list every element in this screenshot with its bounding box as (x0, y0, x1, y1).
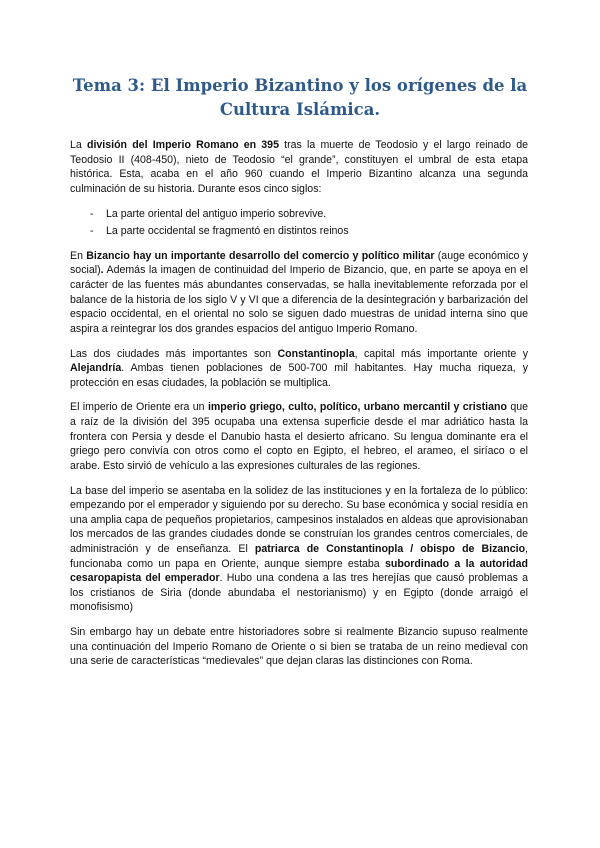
bold-run: Bizancio hay un importante desarrollo del comercio y político militar (86, 249, 435, 262)
paragraph-bizancio-desarrollo (70, 249, 528, 337)
document-body (70, 138, 528, 679)
list-item (70, 207, 528, 222)
text-run: (auge económico y social) (70, 249, 528, 277)
list-item-text: La parte oriental del antiguo imperio sobrevive. (106, 207, 327, 220)
text-run: Las dos ciudades más importantes son (70, 347, 278, 360)
text-run: Además la imagen de continuidad del Imperio de Bizancio, que, en parte se apoya en el carácter de las fuentes más abundantes conservadas, se halla inevitablemente reforzada por el balance de la historia de los siglo V y VI que a diferencia de la desintegración y barbarización del espacio occidental, en el oriental no solo se siguen dado muestras de unidad interna sino que aspira a reintegrar los dos grandes espacios del antiguo Imperio Romano. (70, 264, 528, 335)
bold-run: Alejandría (70, 362, 122, 375)
text-run: que a raíz de la división del 395 ocupaba una extensa superficie desde el mar adriático hasta la frontera con Persia y desde el Danubio hasta el desierto africano. Su lengua dominante era el griego pero convivía con otros como el copto en Egipto, el hebreo, el arameo, el siríaco o el arabe. Esto sirvió de vehículo a las expresiones culturales de las regiones. (70, 401, 528, 472)
text-run: tras la muerte de Teodosio y el largo reinado de Teodosio II (408-450), nieto de Teodosio “el grande”, constituyen el umbral de esta etapa histórica. Esta, acaba en el año 960 cuando el Imperio Bizantino alcanza una segunda culminación de su historia. Durante esos cinco siglos: (70, 139, 528, 195)
paragraph-division-imperio (70, 138, 528, 196)
bold-run: patriarca de Constantinopla / obispo de Bizancio (254, 543, 526, 555)
bullet-marker: - (90, 225, 94, 238)
bold-run: . (100, 264, 104, 277)
text-run: Sin embargo hay un debate entre historiadores sobre si realmente Bizancio supuso realmente una continuación del Imperio Romano de Oriente o si bien se trataba de un reino medieval con una serie de características “medievales” que dejan claras las distinciones con Roma. (70, 626, 528, 668)
list-item-text: La parte occidental se fragmentó en distintos reinos (106, 225, 349, 238)
text-run: La base del imperio se asentaba en la solidez de las instituciones y en la fortaleza de lo público: empezando por el emperador y siguiendo por su derecho. Su base económica y social residía en una amplia capa de pequeños propietarios, campesinos instalados en aldeas que aprovisionaban los mercados de las grandes ciudades donde se construían los grandes centros comerciales, de administración y de enseñanza. El (70, 484, 528, 555)
document-title: Tema 3: El Imperio Bizantino y los orígenes de la Cultura Islámica. (72, 76, 528, 119)
text-run: , capital más importante oriente y (354, 347, 528, 360)
paragraph-ciudades (70, 347, 528, 391)
text-run: . Ambas tienen poblaciones de 500-700 mil habitantes. Hay mucha riqueza, y protección en esas ciudades, la población se multiplica. (70, 362, 528, 389)
list-item (70, 224, 528, 239)
bold-run: Constantinopla (277, 347, 355, 360)
paragraph-base-imperio (70, 484, 528, 615)
text-run: . Hubo una condena a las tres herejías que causó problemas a los cristianos de Siria (donde abundaba el nestorianismo) y en Egipto (donde arraigó el monofisismo) (70, 572, 528, 614)
bold-run: subordinado a la autoridad cesaropapista del emperador (70, 557, 529, 585)
bullet-marker: - (90, 207, 94, 220)
text-run: El imperio de Oriente era un (70, 401, 208, 414)
bold-run: división del Imperio Romano en 395 (86, 139, 279, 151)
bold-run: imperio griego, culto, político, urbano mercantil y cristiano (207, 401, 507, 414)
text-run: En (70, 249, 87, 262)
paragraph-debate (70, 625, 528, 669)
bullet-list (70, 207, 528, 239)
text-run: La (70, 139, 87, 151)
paragraph-imperio-oriente (70, 400, 528, 473)
text-run: , funcionaba como un papa en Oriente, aunque siempre estaba (70, 543, 528, 570)
